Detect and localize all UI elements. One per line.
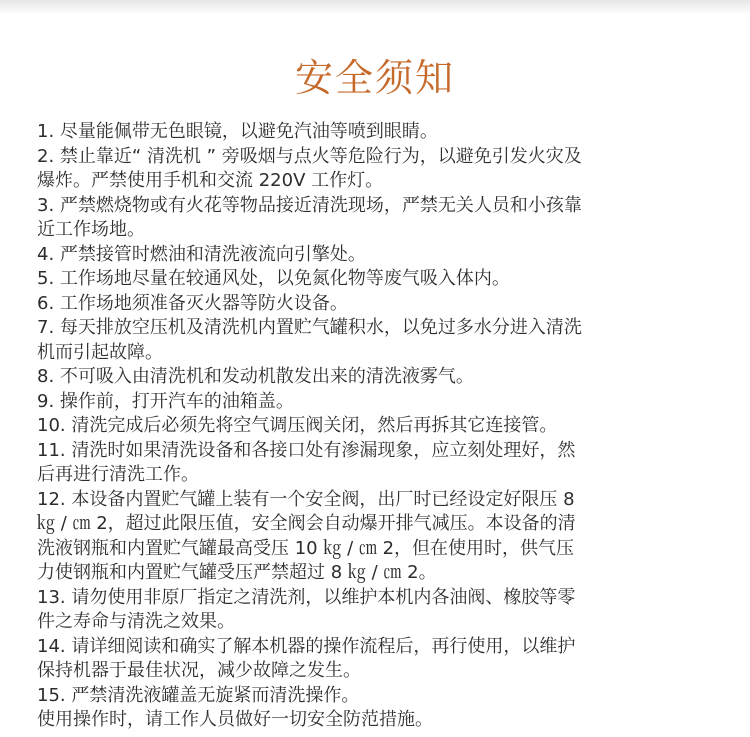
notice-line: 12. 本设备内置贮气罐上装有一个安全阀，出厂时已经设定好限压 8 <box>37 488 575 510</box>
notice-line: 保持机器于最佳状况，减少故障之发生。 <box>37 660 361 681</box>
notice-line: 力使钢瓶和内置贮气罐受压严禁超过 8 ㎏ / ㎝ 2。 <box>37 562 437 583</box>
page-title: 安全须知 <box>294 56 455 100</box>
notice-line: 2. 禁止靠近“ 清洗机 ” 旁吸烟与点火等危险行为，以避免引发火灾及 <box>37 145 582 167</box>
notice-line: 10. 清洗完成后必须先将空气调压阀关闭，然后再拆其它连接管。 <box>37 415 558 436</box>
notice-line: 14. 请详细阅读和确实了解本机器的操作流程后，再行使用，以维护 <box>37 635 576 657</box>
notice-line: 8. 不可吸入由清洗机和发动机散发出来的清洗液雾气。 <box>37 366 474 387</box>
notice-line: 爆炸。严禁使用手机和交流 220V 工作灯。 <box>37 170 384 191</box>
notice-line: 6. 工作场地须准备灭火器等防火设备。 <box>37 292 348 314</box>
notice-line: 7. 每天排放空压机及清洗机内置贮气罐积水，以免过多水分进入清洗 <box>37 317 582 338</box>
notice-line: 后再进行清洗工作。 <box>37 464 199 485</box>
top-shadow <box>0 0 750 14</box>
notice-line: ㎏ / ㎝ 2，超过此限压值，安全阀会自动爆开排气减压。本设备的清 <box>37 513 576 534</box>
safety-notice-text <box>37 120 721 733</box>
notice-line: 近工作场地。 <box>37 219 145 240</box>
notice-line: 9. 操作前，打开汽车的油箱盖。 <box>37 390 294 412</box>
notice-line: 11. 清洗时如果清洗设备和各接口处有渗漏现象，应立刻处理好，然 <box>37 439 576 461</box>
notice-line: 3. 严禁燃烧物或有火花等物品接近清洗现场，严禁无关人员和小孩靠 <box>37 194 582 216</box>
notice-line: 使用操作时，请工作人员做好一切安全防范措施。 <box>37 709 433 730</box>
notice-line: 15. 严禁清洗液罐盖无旋紧而清洗操作。 <box>37 684 360 706</box>
notice-line: 4. 严禁接管时燃油和清洗液流向引擎处。 <box>37 243 366 265</box>
notice-line: 13. 请勿使用非原厂指定之清洗剂，以维护本机内各油阀、橡胶等零 <box>37 586 576 608</box>
notice-line: 1. 尽量能佩带无色眼镜，以避免汽油等喷到眼睛。 <box>37 121 438 142</box>
notice-line: 洗液钢瓶和内置贮气罐最高受压 10 ㎏ / ㎝ 2，但在使用时，供气压 <box>37 537 575 559</box>
notice-line: 件之寿命与清洗之效果。 <box>37 611 235 632</box>
notice-line: 机而引起故障。 <box>37 341 163 363</box>
notice-line: 5. 工作场地尽量在较通风处，以免氮化物等废气吸入体内。 <box>37 268 510 289</box>
